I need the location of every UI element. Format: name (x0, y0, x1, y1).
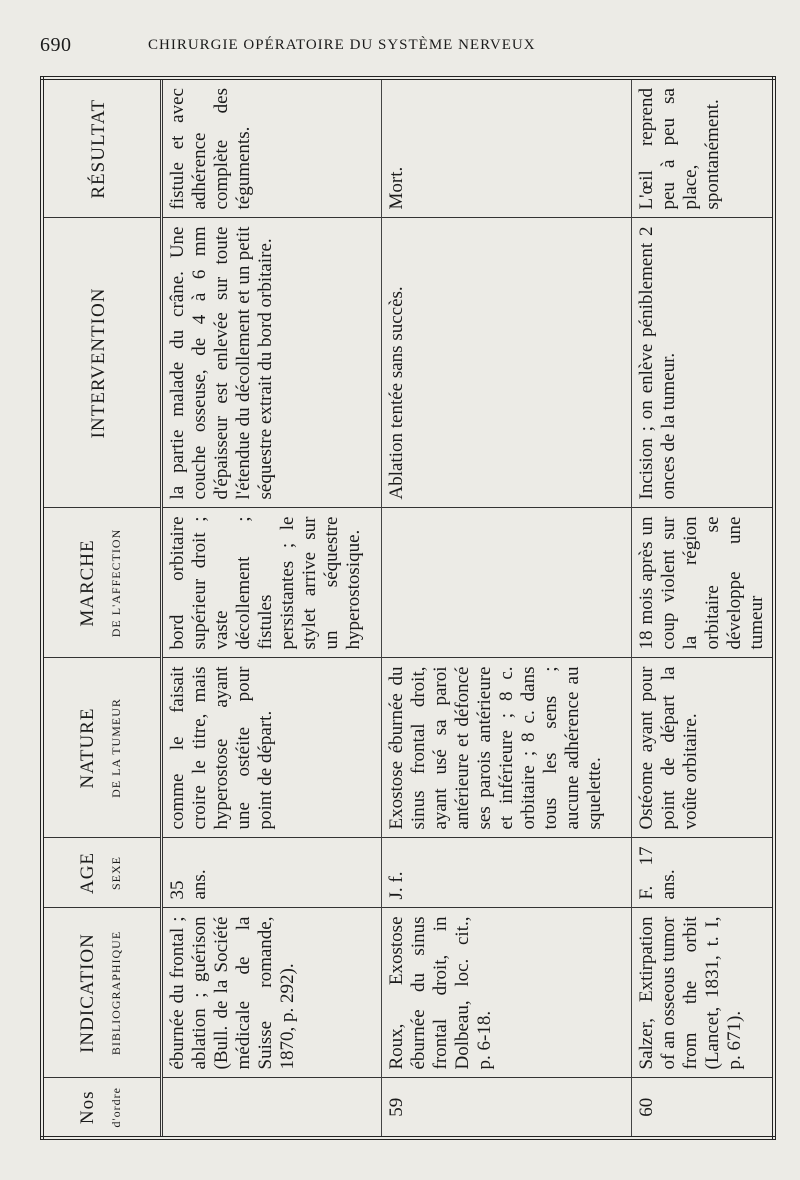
case-table (40, 76, 776, 1140)
cell-intervention: Ablation tentée sans succès. (382, 218, 632, 508)
col-header-num: Nos d'ordre (42, 1078, 162, 1138)
cell-resultat: L'œil reprend peu à peu sa place, spontanément. (632, 78, 775, 218)
cell-intervention: Incision ; on enlève péniblement 2 onces de la tumeur. (632, 218, 775, 508)
running-title: CHIRURGIE OPÉRATOIRE DU SYSTÈME NERVEUX (148, 37, 536, 53)
cell-marche: 18 mois après un coup violent sur la région orbitaire se développe une tumeur (632, 508, 775, 658)
cell-age: J. f. (382, 838, 632, 908)
table-row (382, 78, 632, 1138)
cell-num: 59 (382, 1078, 632, 1138)
cell-indication: Salzer, Extirpation of an osseous tumor from the orbit (Lancet, 1831, t. I, p. 671). (632, 908, 775, 1078)
col-header-age: AGE SEXE (42, 838, 162, 908)
cell-marche (382, 508, 632, 658)
cell-num: 60 (632, 1078, 775, 1138)
col-header-nature: NATURE DE LA TUMEUR (42, 658, 162, 838)
cell-intervention: la partie malade du crâne. Une couche osseuse, de 4 à 6 mm d'épaisseur est enlevée sur toute l'étendue du décollement et un petit séquestre extrait du bord orbitaire. (162, 218, 382, 508)
cell-num (162, 1078, 382, 1138)
cell-nature: Ostéome ayant pour point de départ la voûte orbitaire. (632, 658, 775, 838)
col-header-marche: MARCHE DE L'AFFECTION (42, 508, 162, 658)
cell-indication: éburnée du frontal ; ablation ; guérison (Bull. de la Société médicale de la Suisse romande, 1870, p. 292). (162, 908, 382, 1078)
page-number: 690 (40, 34, 72, 56)
cell-marche: bord orbitaire supérieur droit ; vaste décollement ; fistules persistantes ; le stylet arrive sur un séquestre hyperostosique. (162, 508, 382, 658)
cell-indication: Roux, Exostose éburnée du sinus frontal droit, in Dolbeau, loc. cit., p. 6-18. (382, 908, 632, 1078)
col-header-intervention: INTERVENTION (42, 218, 162, 508)
cell-nature: Exostose éburnée du sinus frontal droit, ayant usé sa paroi antérieure et défoncé ses parois antérieure et inférieure ; 8 c. orbitaire ; 8 c. dans tous les sens ; aucune adhérence au squelette. (382, 658, 632, 838)
rotated-table-wrapper (40, 80, 767, 1140)
cell-resultat: fistule et avec adhérence complète des téguments. (162, 78, 382, 218)
cell-resultat: Mort. (382, 78, 632, 218)
table-header-row (42, 78, 162, 1138)
cell-age: F. 17 ans. (632, 838, 775, 908)
cell-age: 35 ans. (162, 838, 382, 908)
col-header-indication: INDICATION BIBLIOGRAPHIQUE (42, 908, 162, 1078)
table-row (632, 78, 775, 1138)
table-row (162, 78, 382, 1138)
col-header-resultat: RÉSULTAT (42, 78, 162, 218)
cell-nature: comme le faisait croire le titre, mais hyperostose ayant une ostéite pour point de départ. (162, 658, 382, 838)
